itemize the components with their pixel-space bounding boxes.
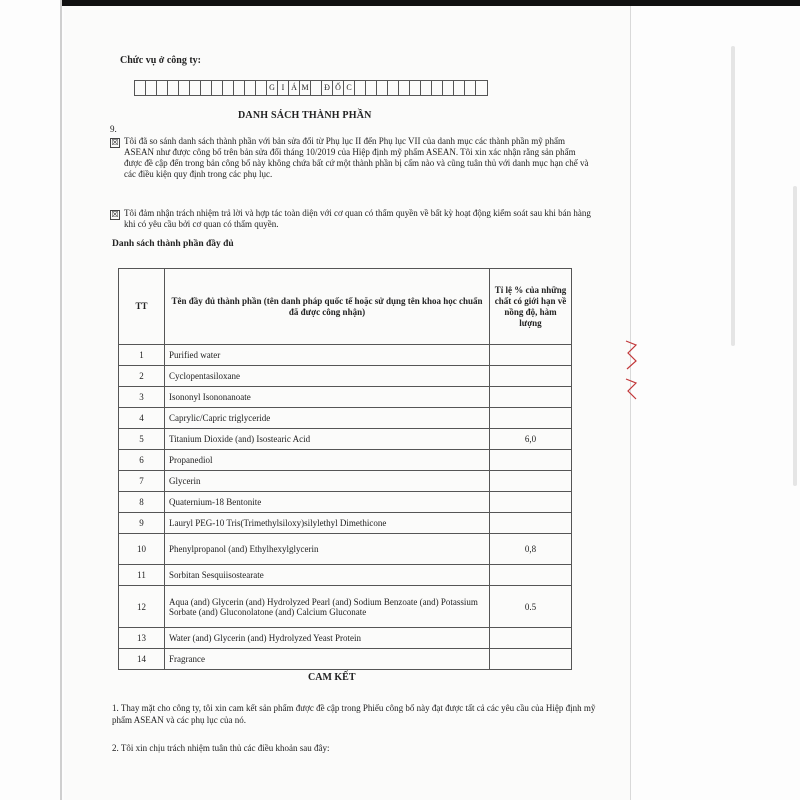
commitment-item-2-text: Tôi xin chịu trách nhiệm tuân thủ các điều khoản sau đây: [120,743,330,753]
table-row [119,471,572,492]
table-row [119,534,572,565]
cell-tt: 4 [119,408,165,429]
table-row [119,408,572,429]
declaration-paragraph-2: Tôi đảm nhận trách nhiệm trả lời và hợp tác toàn diện với cơ quan có thẩm quyền về bất kỳ hoạt động kiểm soát sau khi bán hàng khi có yêu cầu bởi cơ quan có thẩm quyền. [124,208,591,229]
cell-name: Caprylic/Capric triglyceride [165,408,490,429]
commitment-title: CAM KẾT [308,672,356,683]
cell-pct [490,513,572,534]
page-left-edge [60,0,62,800]
commitment-item-1-num: 1. [112,703,119,713]
position-cell: Đ [322,81,333,95]
position-cell [476,81,487,95]
header-tt: TT [119,269,165,345]
position-cell [234,81,245,95]
cell-pct [490,628,572,649]
table-row [119,565,572,586]
position-cell: I [278,81,289,95]
cell-name: Titanium Dioxide (and) Isostearic Acid [165,429,490,450]
table-row [119,366,572,387]
cell-pct [490,387,572,408]
scrollbar-right[interactable] [793,186,797,486]
cell-name: Phenylpropanol (and) Ethylhexylglycerin [165,534,490,565]
cell-pct [490,408,572,429]
section-number: 9. [110,124,117,134]
ingredient-table [118,268,572,670]
position-cell [388,81,399,95]
table-row [119,586,572,628]
header-name: Tên đầy đủ thành phần (tên danh pháp quốc tế hoặc sử dụng tên khoa học chuẩn đã được công nhận) [165,269,490,345]
position-cell [212,81,223,95]
checkbox-icon[interactable]: ☒ [111,138,119,147]
cell-tt: 1 [119,345,165,366]
table-row [119,450,572,471]
position-cell [135,81,146,95]
table-header-row [119,269,572,345]
cell-name: Sorbitan Sesquiisostearate [165,565,490,586]
position-cell [256,81,267,95]
cell-name: Aqua (and) Glycerin (and) Hydrolyzed Pearl (and) Sodium Benzoate (and) Potassium Sorbate (and) Gluconolatone (and) Calcium Gluconate [165,586,490,628]
cell-name: Cyclopentasiloxane [165,366,490,387]
cell-pct: 0,8 [490,534,572,565]
table-row [119,513,572,534]
cell-pct [490,649,572,670]
position-cell [157,81,168,95]
position-cell [168,81,179,95]
stamp-icon [622,335,640,405]
cell-tt: 13 [119,628,165,649]
position-cell: Á [289,81,300,95]
commitment-item-2-num: 2. [112,743,119,753]
position-cell [454,81,465,95]
position-cell: G [267,81,278,95]
cell-name: Quaternium-18 Bentonite [165,492,490,513]
cell-name: Glycerin [165,471,490,492]
cell-name: Purified water [165,345,490,366]
position-cell [366,81,377,95]
table-row [119,628,572,649]
cell-tt: 11 [119,565,165,586]
position-cell [201,81,212,95]
position-cell: C [344,81,355,95]
cell-name: Isononyl Isononanoate [165,387,490,408]
cell-pct [490,471,572,492]
scrollbar-left[interactable] [731,46,735,346]
cell-pct: 0.5 [490,586,572,628]
cell-tt: 6 [119,450,165,471]
position-cell [146,81,157,95]
commitment-item-1-text: Thay mặt cho công ty, tôi xin cam kết sản phẩm được đề cập trong Phiếu công bố này đạt được tất cả các yêu cầu của Hiệp định mỹ phẩm ASEAN và các phụ lục của nó. [112,703,596,725]
cell-name: Propanediol [165,450,490,471]
position-cell [377,81,388,95]
position-label: Chức vụ ở công ty: [120,55,201,66]
table-row [119,649,572,670]
position-cell [443,81,454,95]
cell-tt: 2 [119,366,165,387]
position-cell [399,81,410,95]
position-cell [465,81,476,95]
table-row [119,492,572,513]
cell-tt: 8 [119,492,165,513]
section-title: DANH SÁCH THÀNH PHẦN [238,110,372,121]
table-row [119,345,572,366]
position-cell [410,81,421,95]
cell-pct [490,450,572,471]
position-cell [311,81,322,95]
position-cell [245,81,256,95]
ingredient-list-title: Danh sách thành phần đầy đủ [112,239,234,249]
commitment-item-1 [112,702,612,726]
position-cell: Ố [333,81,344,95]
cell-name: Fragrance [165,649,490,670]
cell-tt: 3 [119,387,165,408]
cell-tt: 10 [119,534,165,565]
cell-pct: 6,0 [490,429,572,450]
checkbox-icon[interactable]: ☒ [111,210,119,219]
position-cell [190,81,201,95]
cell-tt: 5 [119,429,165,450]
position-cell: M [300,81,311,95]
cell-name: Lauryl PEG-10 Tris(Trimethylsiloxy)silylethyl Dimethicone [165,513,490,534]
position-cell [432,81,443,95]
cell-tt: 7 [119,471,165,492]
declaration-paragraph-1: Tôi đã so sánh danh sách thành phần với bản sửa đổi từ Phụ lục II đến Phụ lục VII của danh mục các thành phần mỹ phẩm ASEAN như được công bố trên bản sửa đổi tháng 10/2019 của Hiệp định mỹ phẩm ASEAN. Tôi xin xác nhận rằng sản phẩm được đề cập đến trong bản công bố này không chứa bất cứ một thành phần bị cấm nào và cũng tuân thủ với danh mục hạn chế và các điều kiện quy định trong các phụ lục. [124,136,589,179]
cell-pct [490,345,572,366]
position-cell [421,81,432,95]
cell-tt: 9 [119,513,165,534]
table-row [119,387,572,408]
table-row [119,429,572,450]
cell-pct [490,492,572,513]
cell-name: Water (and) Glycerin (and) Hydrolyzed Yeast Protein [165,628,490,649]
cell-pct [490,366,572,387]
position-cell [179,81,190,95]
cell-tt: 12 [119,586,165,628]
header-pct: Tỉ lệ % của những chất có giới hạn về nồng độ, hàm lượng [490,269,572,345]
red-stamp-mark [622,335,640,405]
cell-pct [490,565,572,586]
position-grid [134,80,488,96]
position-cell [223,81,234,95]
position-cell [355,81,366,95]
cell-tt: 14 [119,649,165,670]
commitment-item-2 [112,742,612,754]
